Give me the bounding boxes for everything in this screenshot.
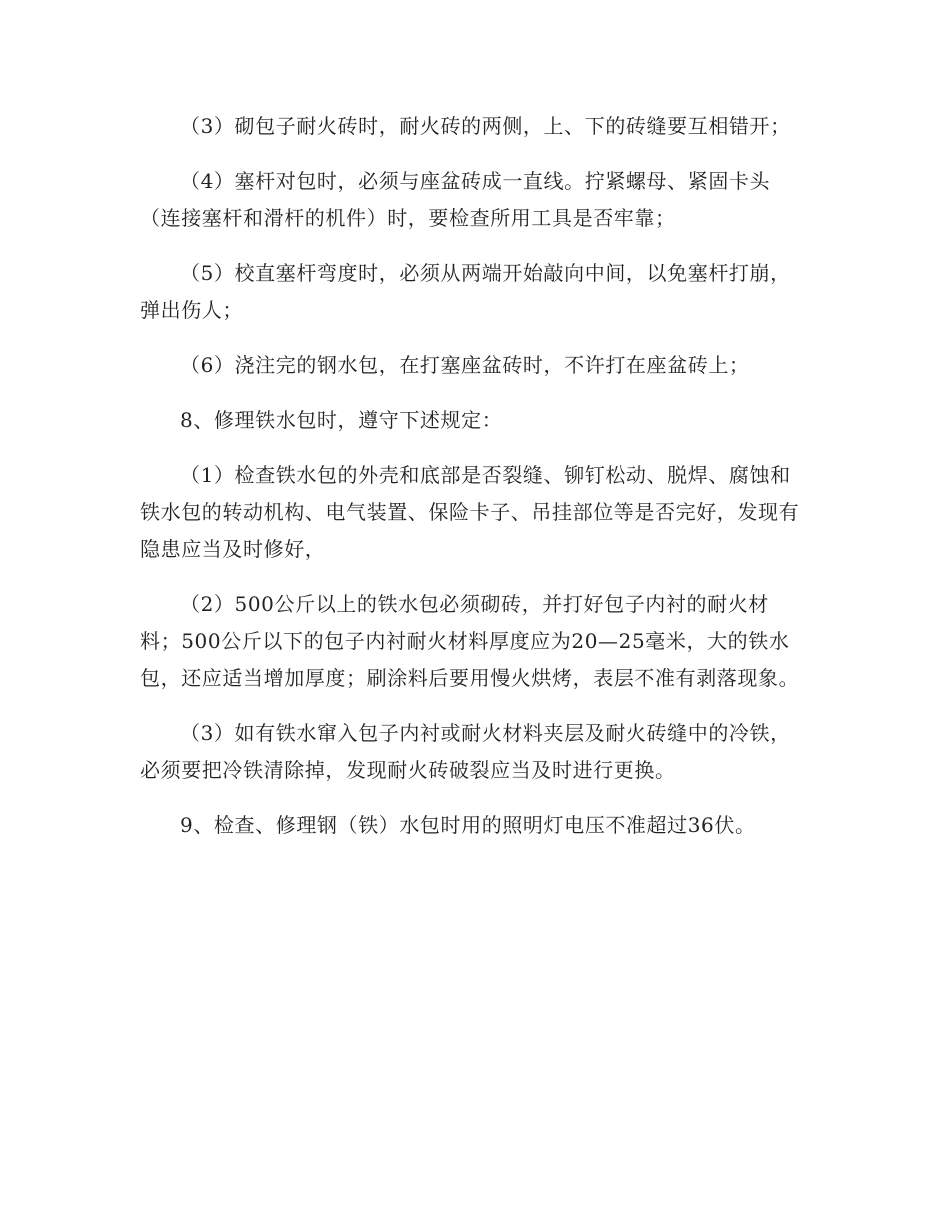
- document-body: [140, 108, 808, 862]
- paragraph-item-5-straighten-stopper: （5）校直塞杆弯度时，必须从两端开始敲向中间，以免塞杆打崩，弹出伤人；: [140, 261, 791, 322]
- paragraph-section-8-heading: 8、修理铁水包时，遵守下述规定：: [180, 408, 503, 432]
- paragraph-item-2-refractory-lining: （2）500公斤以上的铁水包必须砌砖，并打好包子内衬的耐火材料；500公斤以下的包子内衬耐火材料厚度应为20—25毫米，大的铁水包，还应适当增加厚度；刷涂料后要用慢火烘烤，表层不准有剥落现象。: [140, 592, 800, 690]
- paragraph-item-1-inspect-ladle: （1）检查铁水包的外壳和底部是否裂缝、铆钉松动、脱焊、腐蚀和铁水包的转动机构、电气装置、保险卡子、吊挂部位等是否完好，发现有隐患应当及时修好，: [140, 463, 800, 561]
- paragraph-item-4-stopper-alignment: （4）塞杆对包时，必须与座盆砖成一直线。拧紧螺母、紧固卡头（连接塞杆和滑杆的机件）时，要检查所用工具是否牢靠；: [140, 169, 771, 230]
- paragraph-section-9-lighting: 9、检查、修理钢（铁）水包时用的照明灯电压不准超过36伏。: [180, 813, 756, 837]
- paragraph-item-6-ladle-nozzle: （6）浇注完的钢水包，在打塞座盆砖时，不许打在座盆砖上；: [180, 353, 750, 377]
- paragraph-item-3-cold-iron: （3）如有铁水窜入包子内衬或耐火材料夹层及耐火砖缝中的冷铁，必须要把冷铁清除掉，发现耐火砖破裂应当及时进行更换。: [140, 721, 791, 782]
- paragraph-item-3-brick-seams: （3）砌包子耐火砖时，耐火砖的两侧，上、下的砖缝要互相错开；: [180, 114, 791, 138]
